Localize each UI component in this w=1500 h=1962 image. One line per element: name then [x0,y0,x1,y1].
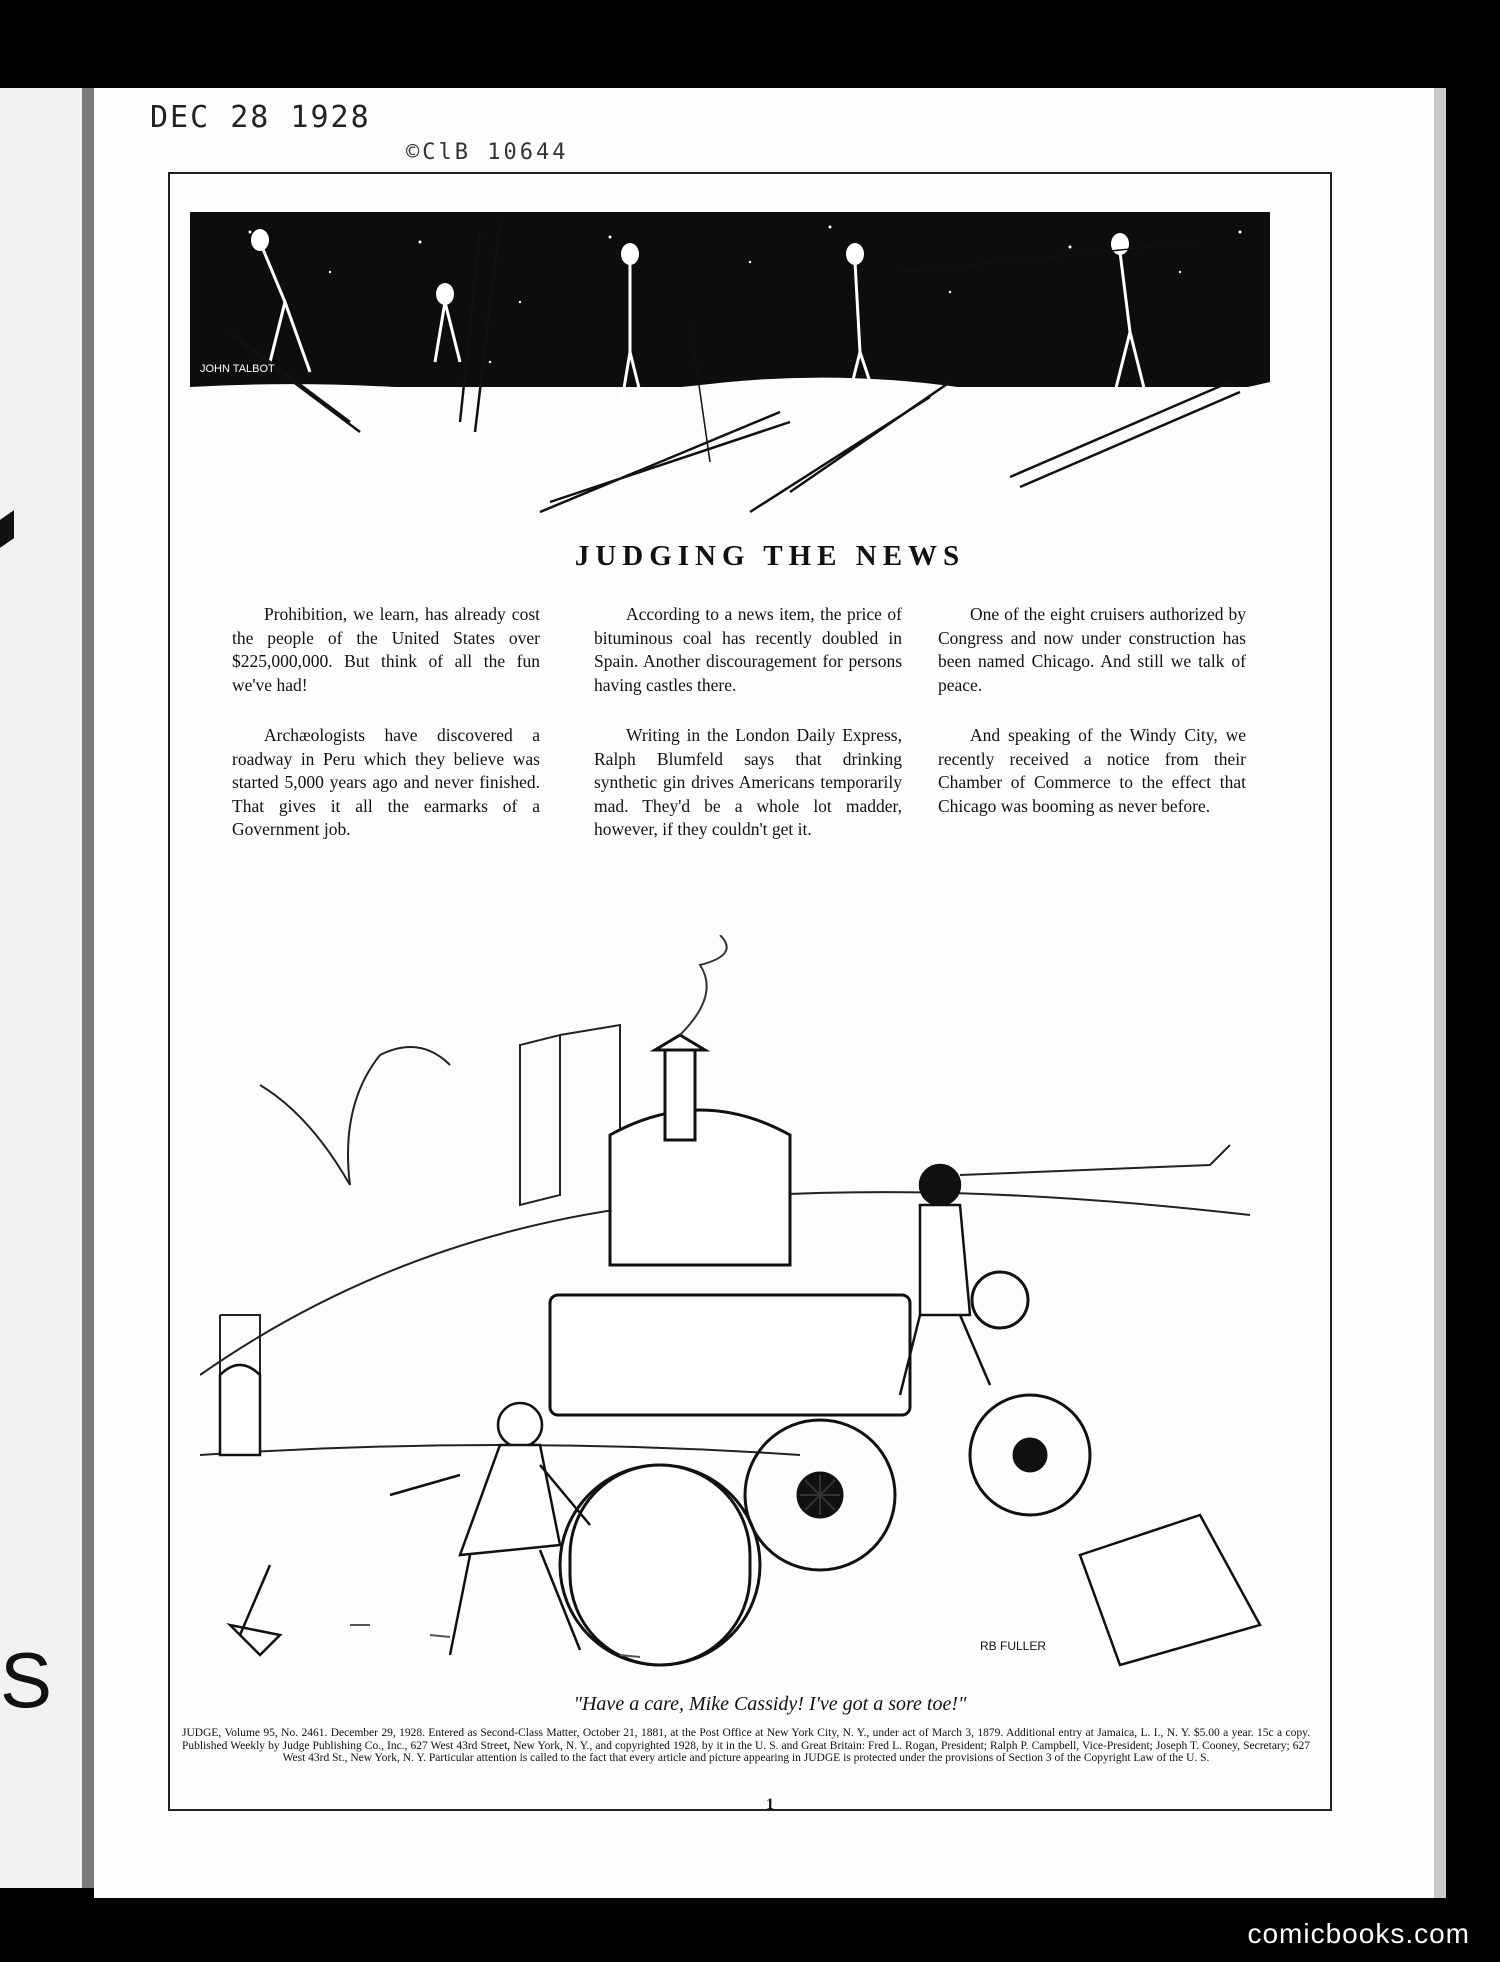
news-item: Prohibition, we learn, has already cost the people of the United States over $225,000,000. But think of all the fun we've had! [232,604,540,695]
news-item: And speaking of the Windy City, we recently received a notice from their Chamber of Commerce to the effect that Chicago was booming as never before. [938,725,1246,816]
cartoon-caption: "Have a care, Mike Cassidy! I've got a sore toe!" [573,1693,967,1715]
site-watermark: comicbooks.com [1247,1918,1470,1949]
news-item: One of the eight cruisers authorized by Congress and now under construction has been named Chicago. And still we talk of peace. [938,604,1246,695]
received-date-stamp: DEC 28 1928 [150,100,371,135]
news-column-2 [594,603,902,869]
page-number: 1 [766,1796,774,1813]
top-cartoon-signature: JOHN TALBOT [200,363,275,375]
news-column-3 [938,603,1246,845]
publication-notice: JUDGE, Volume 95, No. 2461. December 29, 1928. Entered as Second-Class Matter, October 21, 1881, at the Post Office at New York City, N. Y., under act of March 3, 1879. Additional entry at Jamaica, L. I., N. Y. $5.00 a year. 15c a copy. Published Weekly by Judge Publishing Co., Inc., 627 West 43rd Street, New York, N. Y., and copyrighted 1928, by it in the U. S. and Great Britain: Fred L. Rogan, President; Ralph P. Campbell, Vice-President; Joseph T. Cooney, Secretary; 627 West 43rd St., New York, N. Y. Particular attention is called to the fact that every article and picture appearing in JUDGE is protected under the provisions of Section 3 of the Copyright Law of the U. S. [182,1727,1310,1764]
copyright-stamp: ©ClB 10644 [406,140,569,165]
binding-gutter [82,88,94,1888]
steamroller-cartoon [200,935,1300,1685]
headline: JUDGING THE NEWS [574,540,966,572]
news-item: According to a news item, the price of bituminous coal has recently doubled in Spain. Another discouragement for persons having castles there. [594,604,902,695]
left-page-edge [0,88,82,1888]
news-column-1 [232,603,540,869]
left-page-glyph: S [0,1636,53,1724]
skiing-cartoon [190,212,1270,522]
cartoon-signature: RB FULLER [980,1639,1047,1653]
news-item: Archæologists have discovered a roadway in Peru which they believe was started 5,000 years ago and never finished. That gives it all the earmarks of a Government job. [232,725,540,839]
right-page-edge [1434,88,1446,1898]
news-item: Writing in the London Daily Express, Ralph Blumfeld says that drinking synthetic gin drives Americans temporarily mad. They'd be a whole lot madder, however, if they couldn't get it. [594,725,902,839]
